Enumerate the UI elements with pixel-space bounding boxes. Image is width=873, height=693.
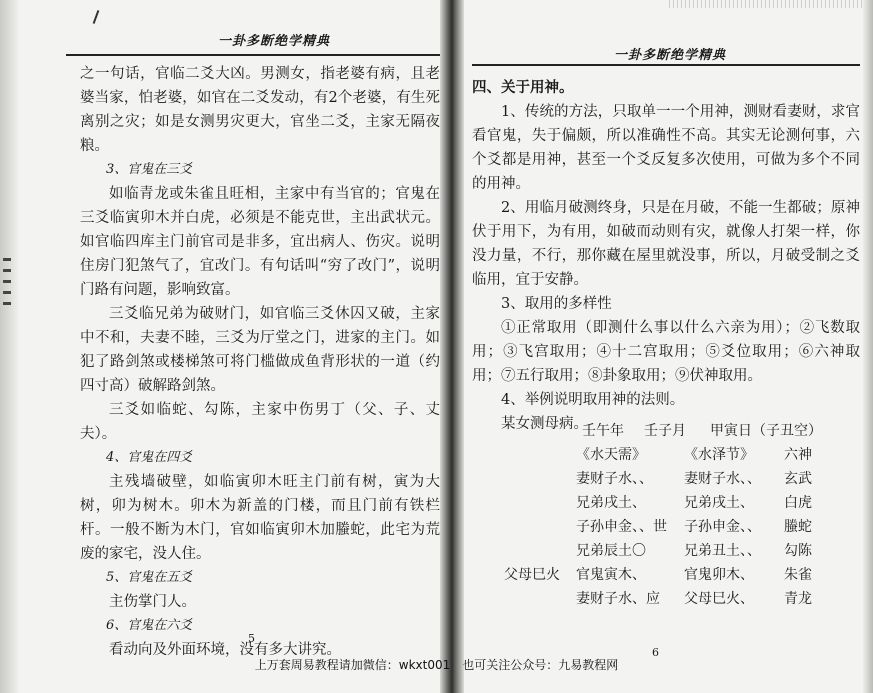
changed-line: 官鬼卯木、 — [684, 567, 754, 583]
six-spirit: 朱雀 — [784, 567, 812, 583]
right_page-paragraph: 1、传统的方法，只取单一一个用神，测财看妻财，求官看官鬼，失于偏颇，所以准确性不高。其实无论测何事，六个爻都是用神，甚至一个爻反复多次使用，可做为多个不同的用神。 — [472, 104, 860, 192]
changed-line: 妻财子水、、 — [684, 471, 761, 487]
hexagram-line-row — [504, 588, 844, 612]
left_page-subheading: 6、官鬼在六爻 — [106, 618, 193, 633]
six-spirit: 玄武 — [784, 471, 812, 487]
right-page-header: 一卦多断绝学精典 — [614, 48, 727, 63]
main-line: 妻财子水、应 — [576, 591, 660, 607]
six-spirits-header: 六神 — [784, 447, 812, 463]
left-header-rule — [66, 54, 444, 56]
right_page-paragraph: ①正常取用（即测什么事以什么六亲为用）；②飞数取用；③飞宫取用；④十二宫取用；⑤爻位取用；⑥六神取用；⑦五行取用；⑧卦象取用；⑨伏神取用。 — [472, 320, 860, 384]
right-page — [464, 0, 863, 693]
hexagram-line-row — [504, 468, 844, 492]
changed-line: 兄弟丑土、、 — [684, 543, 761, 559]
hexagram-line-row — [504, 516, 844, 540]
right_page-paragraph: 4、举例说明取用神的法则。 — [501, 392, 685, 408]
main-line: 兄弟辰土〇 — [576, 543, 646, 559]
right-page-number: 6 — [652, 646, 659, 659]
left_page-subheading: 5、官鬼在五爻 — [106, 570, 193, 585]
changed-line: 兄弟戌土、 — [684, 495, 754, 511]
book-left-edge — [0, 0, 18, 693]
right_page-heading: 四、关于用神。 — [472, 79, 574, 96]
hidden-spirit: 父母巳火 — [504, 567, 560, 583]
left_page-paragraph: 三爻如临蛇、勾陈，主家中伤男丁（父、子、丈夫）。 — [80, 402, 440, 442]
left_page-paragraph: 主伤掌门人。 — [109, 594, 196, 610]
six-spirit: 螣蛇 — [784, 519, 812, 535]
right_page-paragraph: 2、用临月破测终身，只是在月破，不能一生都破；原神伏于用下，为有用，如破而动则有灾，就像人打架一样，你没力量，不行，那你藏在屋里就没事，所以，月破受制之爻临用，宜于安静。 — [472, 200, 860, 288]
left-page-header: 一卦多断绝学精典 — [218, 34, 331, 49]
left-page — [18, 0, 440, 693]
chart-year: 壬午年 — [582, 423, 624, 439]
left_page-paragraph: 如临青龙或朱雀且旺相，主家中有当官的；官鬼在三爻临寅卯木并白虎，必须是不能克世，主出武状元。如官临四库主门前官司是非多，宜出病人、伤灾。说明住房门犯煞气了，宜改门。有句话叫“穷了改门”，说明门路有问题，影响致富。 — [80, 186, 440, 298]
hexagram-line-row — [504, 492, 844, 516]
left_page-paragraph: 三爻临兄弟为破财门，如官临三爻休囚又破，主家中不和，夫妻不睦，三爻为厅堂之门，进家的主门。如犯了路剑煞或楼梯煞可将门槛做成鱼背形状的一道（约四寸高）破解路剑煞。 — [80, 306, 440, 394]
book-spine — [440, 0, 464, 693]
chart-month: 壬子月 — [644, 423, 686, 439]
left_page-subheading: 3、官鬼在三爻 — [106, 162, 193, 177]
hexagram-line-row — [504, 564, 844, 588]
right-header-rule — [472, 64, 860, 66]
six-spirit: 勾陈 — [784, 543, 812, 559]
left_page-paragraph: 看动向及外面环境，没有多大讲究。 — [109, 642, 341, 658]
footer-promo-text: 上万套周易教程请加微信：wkxt001 也可关注公众号：九易教程网 — [254, 658, 619, 672]
chart-day: 甲寅日（子丑空） — [710, 423, 822, 439]
left_page-paragraph: 主残墙破壁，如临寅卯木旺主门前有树，寅为大树，卯为树木。卯木为新盖的门楼，而且门前有铁栏杆。一般不断为木门，官如临寅卯木加螣蛇，此宅为荒废的家宅，没人住。 — [80, 474, 440, 562]
right_page-paragraph: 某女测母病。 — [501, 416, 588, 432]
chart-date-line — [504, 420, 844, 444]
main-line: 子孙申金、、世 — [576, 519, 667, 535]
changed-line: 父母巳火、 — [684, 591, 754, 607]
six-spirit: 白虎 — [784, 495, 812, 511]
left-page-number: 5 — [248, 632, 255, 645]
right_page-paragraph: 3、取用的多样性 — [501, 296, 612, 312]
main-hexagram-name: 《水天需》 — [576, 447, 646, 463]
changed-hexagram-name: 《水泽节》 — [684, 447, 754, 463]
changed-line: 子孙申金、、 — [684, 519, 761, 535]
main-line: 兄弟戌土、 — [576, 495, 646, 511]
main-line: 官鬼寅木、 — [576, 567, 646, 583]
right-page-body — [472, 76, 860, 436]
chart-header-row — [504, 444, 844, 468]
hexagram-line-row — [504, 540, 844, 564]
margin-marks — [0, 250, 14, 340]
book-right-edge — [863, 0, 873, 693]
left_page-paragraph: 之一句话，官临二爻大凶。男测女，指老婆有病，且老婆当家，怕老婆，如官在二爻发动，有2个老婆，有生死离别之灾；如是女测男灾更大，官坐二爻，主家无隔夜粮。 — [80, 66, 440, 154]
main-line: 妻财子水、、 — [576, 471, 653, 487]
left-page-body — [80, 62, 440, 662]
left_page-subheading: 4、官鬼在四爻 — [106, 450, 193, 465]
six-spirit: 青龙 — [784, 591, 812, 607]
